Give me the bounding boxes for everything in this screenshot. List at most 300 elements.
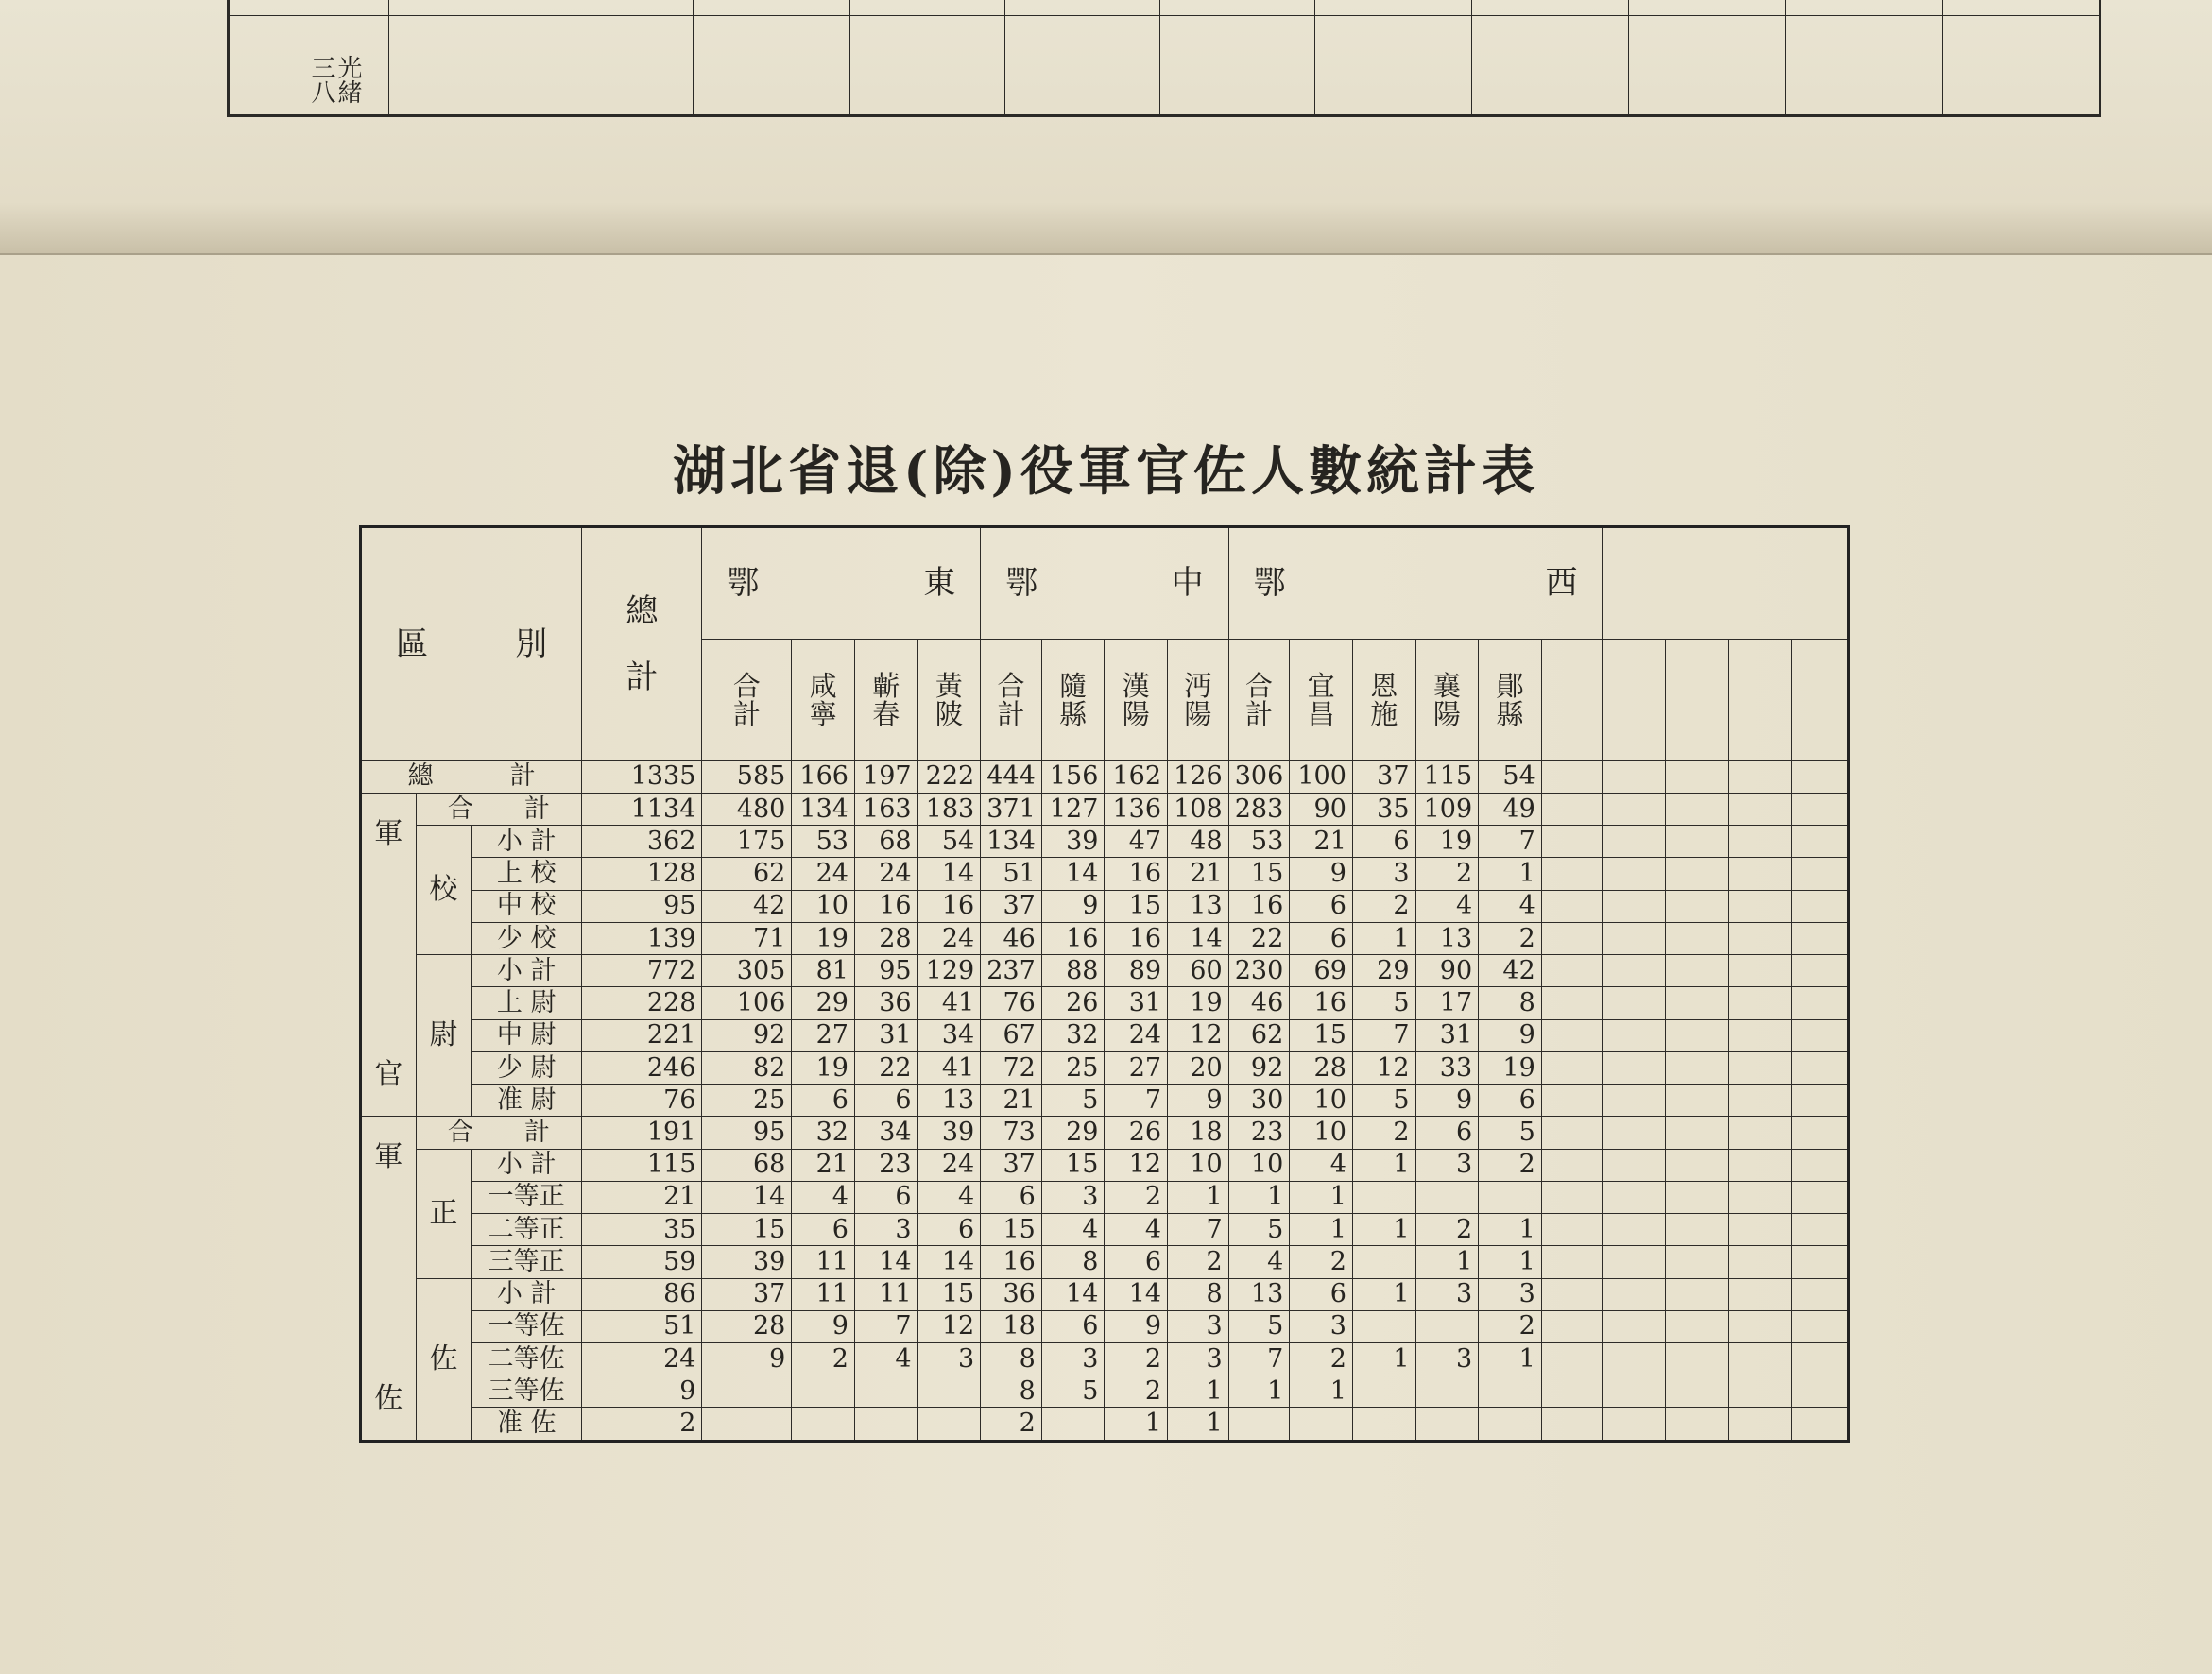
staff-group: 軍 佐: [361, 1117, 417, 1442]
table-cell: 3: [854, 1214, 917, 1246]
blank-cell: [1792, 794, 1849, 826]
subcol-header-east-3: 黃 陂: [917, 639, 981, 760]
subcol-header-central-2: 漢 陽: [1105, 639, 1168, 760]
table-cell: 136: [1105, 794, 1168, 826]
table-cell: 24: [1105, 1019, 1168, 1051]
table-cell: 24: [917, 922, 981, 954]
subcol-header-east-2: 蘄 春: [854, 639, 917, 760]
table-cell: 6: [1290, 890, 1353, 922]
table-cell: 23: [854, 1149, 917, 1181]
table-cell: 34: [854, 1117, 917, 1149]
region-header-central: 鄂 中: [981, 527, 1228, 640]
table-cell: 166: [792, 760, 855, 793]
table-cell: 5: [1228, 1214, 1290, 1246]
table-cell: 2: [1105, 1375, 1168, 1408]
table-cell: 129: [917, 955, 981, 987]
lieutenant-group: 尉: [416, 955, 472, 1117]
table-cell: [702, 1408, 792, 1442]
table-cell: 18: [981, 1310, 1042, 1342]
blank-cell: [1728, 1408, 1792, 1442]
table-cell: 1: [1168, 1181, 1229, 1213]
row-label: 小 計: [472, 955, 582, 987]
blank-cell: [1792, 1181, 1849, 1213]
blank-cell: [1541, 1343, 1603, 1375]
blank-cell: [1603, 1117, 1666, 1149]
blank-cell: [1541, 1085, 1603, 1117]
table-cell: 12: [917, 1310, 981, 1342]
table-cell: 21: [1290, 826, 1353, 858]
row-label: 小 計: [472, 1278, 582, 1310]
blank-cell: [1792, 1343, 1849, 1375]
blank-cell: [1728, 1181, 1792, 1213]
region-header-east: 鄂 東: [702, 527, 981, 640]
blank-cell: [1666, 826, 1729, 858]
table-cell: 8: [981, 1343, 1042, 1375]
table-cell: 4: [917, 1181, 981, 1213]
table-cell: 31: [854, 1019, 917, 1051]
table-cell: 90: [1290, 794, 1353, 826]
table-cell: 3: [1415, 1149, 1479, 1181]
table-cell: 134: [981, 826, 1042, 858]
table-cell: 16: [1105, 858, 1168, 890]
table-cell: 37: [981, 890, 1042, 922]
table-cell: 8: [1041, 1246, 1105, 1278]
table-cell: [792, 1408, 855, 1442]
blank-cell: [1792, 1214, 1849, 1246]
table-cell: 5: [1479, 1117, 1542, 1149]
table-cell: 72: [981, 1051, 1042, 1084]
blank-cell: [1728, 1278, 1792, 1310]
table-cell: 37: [1352, 760, 1415, 793]
blank-cell: [1541, 1117, 1603, 1149]
table-cell: 22: [1228, 922, 1290, 954]
subcol-header-west-1: 宜 昌: [1290, 639, 1353, 760]
table-cell: 69: [1290, 955, 1353, 987]
table-cell: 95: [702, 1117, 792, 1149]
table-cell: 9: [1415, 1085, 1479, 1117]
table-cell: 2: [1479, 922, 1542, 954]
table-cell: 237: [981, 955, 1042, 987]
table-cell: 2: [1415, 858, 1479, 890]
table-row: [361, 1310, 1849, 1342]
table-cell: 10: [1228, 1149, 1290, 1181]
table-cell: 54: [917, 826, 981, 858]
table-cell: 221: [582, 1019, 702, 1051]
table-cell: 39: [1041, 826, 1105, 858]
table-cell: 6: [1041, 1310, 1105, 1342]
table-cell: 108: [1168, 794, 1229, 826]
table-cell: 5: [1352, 987, 1415, 1019]
table-cell: 10: [792, 890, 855, 922]
table-cell: 5: [1228, 1310, 1290, 1342]
table-cell: 19: [1479, 1051, 1542, 1084]
table-cell: 21: [1168, 858, 1229, 890]
table-row: [361, 955, 1849, 987]
blank-cell: [1728, 987, 1792, 1019]
table-cell: 46: [981, 922, 1042, 954]
table-cell: 2: [981, 1408, 1042, 1442]
table-cell: 2: [582, 1408, 702, 1442]
table-cell: 73: [981, 1117, 1042, 1149]
blank-cell: [1792, 858, 1849, 890]
table-cell: 1: [1168, 1408, 1229, 1442]
table-cell: 4: [1290, 1149, 1353, 1181]
table-cell: 14: [702, 1181, 792, 1213]
table-cell: 24: [854, 858, 917, 890]
subcol-header-west-0: 合 計: [1228, 639, 1290, 760]
subcol-header-central-0: 合 計: [981, 639, 1042, 760]
blank-cell: [1666, 1214, 1729, 1246]
blank-cell: [1603, 1343, 1666, 1375]
table-cell: 5: [1041, 1085, 1105, 1117]
table-cell: 1: [1290, 1214, 1353, 1246]
blank-cell: [1666, 858, 1729, 890]
table-cell: 3: [1041, 1343, 1105, 1375]
blank-cell: [1728, 1149, 1792, 1181]
blank-cell: [1792, 1085, 1849, 1117]
table-cell: 14: [1041, 1278, 1105, 1310]
blank-subcol: [1541, 639, 1603, 760]
table-cell: 12: [1352, 1051, 1415, 1084]
table-cell: 4: [1105, 1214, 1168, 1246]
blank-cell: [1541, 1149, 1603, 1181]
blank-cell: [1603, 1085, 1666, 1117]
statistics-table: [359, 525, 1850, 1443]
table-cell: 19: [1415, 826, 1479, 858]
blank-cell: [1666, 1375, 1729, 1408]
row-label: 上 尉: [472, 987, 582, 1019]
table-cell: 13: [917, 1085, 981, 1117]
blank-cell: [1792, 1019, 1849, 1051]
officer-group: 軍 官: [361, 794, 417, 1117]
table-cell: 25: [702, 1085, 792, 1117]
table-cell: 4: [854, 1343, 917, 1375]
table-cell: 16: [1105, 922, 1168, 954]
table-cell: 36: [981, 1278, 1042, 1310]
table-cell: 3: [1352, 858, 1415, 890]
table-cell: 41: [917, 987, 981, 1019]
officer-total-label: 合 計: [416, 794, 582, 826]
table-cell: 2: [1479, 1310, 1542, 1342]
table-cell: [1352, 1310, 1415, 1342]
table-cell: 14: [1041, 858, 1105, 890]
table-cell: [1479, 1375, 1542, 1408]
blank-cell: [1541, 1019, 1603, 1051]
table-cell: 6: [854, 1181, 917, 1213]
table-cell: 4: [1041, 1214, 1105, 1246]
blank-subcol: [1666, 639, 1729, 760]
table-cell: 6: [1105, 1246, 1168, 1278]
facing-page-grid: [227, 0, 2101, 117]
blank-cell: [1666, 922, 1729, 954]
table-cell: 1134: [582, 794, 702, 826]
table-cell: 32: [1041, 1019, 1105, 1051]
table-cell: 126: [1168, 760, 1229, 793]
table-cell: 772: [582, 955, 702, 987]
blank-cell: [1603, 1149, 1666, 1181]
table-cell: 6: [792, 1214, 855, 1246]
table-cell: 16: [1041, 922, 1105, 954]
table-cell: [854, 1375, 917, 1408]
subcol-header-west-3: 襄 陽: [1415, 639, 1479, 760]
table-cell: [854, 1408, 917, 1442]
table-cell: 21: [981, 1085, 1042, 1117]
facing-page-row-label: 光緒三八: [307, 55, 362, 104]
subcol-header-central-3: 沔 陽: [1168, 639, 1229, 760]
blank-cell: [1603, 1278, 1666, 1310]
row-label: 准 佐: [472, 1408, 582, 1442]
table-cell: 16: [1228, 890, 1290, 922]
table-cell: 7: [1479, 826, 1542, 858]
grand-total-header: 總 計: [582, 527, 702, 761]
table-cell: 162: [1105, 760, 1168, 793]
blank-cell: [1541, 760, 1603, 793]
colonel-group: 校: [416, 826, 472, 955]
row-label: 少 尉: [472, 1051, 582, 1084]
table-cell: 115: [1415, 760, 1479, 793]
blank-cell: [1728, 794, 1792, 826]
table-cell: 156: [1041, 760, 1105, 793]
table-cell: 14: [1105, 1278, 1168, 1310]
blank-cell: [1541, 1181, 1603, 1213]
table-cell: 10: [1290, 1117, 1353, 1149]
table-cell: 19: [792, 922, 855, 954]
table-cell: 306: [1228, 760, 1290, 793]
table-cell: 1: [1352, 1149, 1415, 1181]
blank-cell: [1541, 794, 1603, 826]
table-cell: 15: [1290, 1019, 1353, 1051]
table-cell: 6: [1479, 1085, 1542, 1117]
table-cell: 1: [1352, 1278, 1415, 1310]
table-cell: 92: [1228, 1051, 1290, 1084]
table-cell: 9: [702, 1343, 792, 1375]
table-cell: [1290, 1408, 1353, 1442]
staff-total-label: 合 計: [416, 1117, 582, 1149]
blank-subcol: [1792, 639, 1849, 760]
table-cell: 2: [1290, 1246, 1353, 1278]
table-cell: [1352, 1408, 1415, 1442]
facing-page: [0, 0, 2212, 255]
table-cell: 1: [1290, 1181, 1353, 1213]
blank-cell: [1541, 987, 1603, 1019]
table-cell: 6: [1290, 922, 1353, 954]
table-row: [361, 1408, 1849, 1442]
subcol-header-east-1: 咸 寧: [792, 639, 855, 760]
zuo-group: 佐: [416, 1278, 472, 1441]
table-cell: 28: [854, 922, 917, 954]
table-cell: 2: [1168, 1246, 1229, 1278]
table-cell: 35: [582, 1214, 702, 1246]
grand-total-label: 總 計: [361, 760, 582, 793]
table-cell: 6: [854, 1085, 917, 1117]
row-label: 少 校: [472, 922, 582, 954]
table-cell: [917, 1408, 981, 1442]
table-cell: 90: [1415, 955, 1479, 987]
table-cell: 26: [1105, 1117, 1168, 1149]
table-cell: 9: [1479, 1019, 1542, 1051]
table-cell: 18: [1168, 1117, 1229, 1149]
table-cell: 197: [854, 760, 917, 793]
table-cell: 11: [792, 1246, 855, 1278]
table-cell: 1: [1105, 1408, 1168, 1442]
table-cell: 6: [981, 1181, 1042, 1213]
table-cell: 16: [1290, 987, 1353, 1019]
table-cell: 62: [1228, 1019, 1290, 1051]
table-row: [361, 760, 1849, 793]
blank-cell: [1666, 1343, 1729, 1375]
subcol-header-central-1: 隨 縣: [1041, 639, 1105, 760]
table-cell: 76: [582, 1085, 702, 1117]
blank-cell: [1666, 1117, 1729, 1149]
table-cell: 1: [1352, 1214, 1415, 1246]
blank-cell: [1603, 1181, 1666, 1213]
blank-cell: [1603, 1246, 1666, 1278]
blank-cell: [1603, 1310, 1666, 1342]
blank-cell: [1541, 858, 1603, 890]
blank-cell: [1541, 1408, 1603, 1442]
table-cell: 1: [1228, 1181, 1290, 1213]
table-cell: 11: [792, 1278, 855, 1310]
blank-cell: [1541, 1375, 1603, 1408]
table-row: [361, 1214, 1849, 1246]
table-cell: 71: [702, 922, 792, 954]
table-cell: 1: [1479, 1246, 1542, 1278]
table-cell: 8: [981, 1375, 1042, 1408]
table-cell: 16: [854, 890, 917, 922]
table-cell: 9: [1041, 890, 1105, 922]
table-cell: 115: [582, 1149, 702, 1181]
table-cell: 222: [917, 760, 981, 793]
table-cell: 7: [1352, 1019, 1415, 1051]
table-cell: 9: [792, 1310, 855, 1342]
table-cell: 92: [702, 1019, 792, 1051]
table-row: [361, 826, 1849, 858]
table-cell: 41: [917, 1051, 981, 1084]
table-cell: 15: [1228, 858, 1290, 890]
blank-cell: [1541, 1246, 1603, 1278]
table-cell: 585: [702, 760, 792, 793]
zheng-group: 正: [416, 1149, 472, 1278]
blank-cell: [1728, 1214, 1792, 1246]
table-cell: 29: [792, 987, 855, 1019]
blank-cell: [1728, 1343, 1792, 1375]
table-cell: 3: [1415, 1278, 1479, 1310]
blank-cell: [1541, 1214, 1603, 1246]
table-cell: 3: [1290, 1310, 1353, 1342]
blank-cell: [1603, 826, 1666, 858]
blank-cell: [1792, 1246, 1849, 1278]
table-cell: 26: [1041, 987, 1105, 1019]
blank-cell: [1666, 1019, 1729, 1051]
table-cell: 1: [1228, 1375, 1290, 1408]
table-cell: [1415, 1310, 1479, 1342]
table-row: [361, 858, 1849, 890]
table-cell: 1: [1479, 858, 1542, 890]
blank-cell: [1603, 922, 1666, 954]
table-cell: 3: [1168, 1310, 1229, 1342]
blank-cell: [1603, 1019, 1666, 1051]
table-cell: [1479, 1181, 1542, 1213]
blank-cell: [1603, 890, 1666, 922]
table-cell: 13: [1168, 890, 1229, 922]
table-cell: 32: [792, 1117, 855, 1149]
blank-cell: [1792, 1408, 1849, 1442]
blank-cell: [1792, 987, 1849, 1019]
subcol-header-west-2: 恩 施: [1352, 639, 1415, 760]
blank-cell: [1541, 1278, 1603, 1310]
table-cell: 14: [854, 1246, 917, 1278]
blank-cell: [1728, 1051, 1792, 1084]
blank-cell: [1603, 794, 1666, 826]
blank-cell: [1728, 922, 1792, 954]
table-cell: [1041, 1408, 1105, 1442]
blank-cell: [1541, 1310, 1603, 1342]
table-cell: [702, 1375, 792, 1408]
blank-cell: [1666, 1278, 1729, 1310]
table-cell: 19: [792, 1051, 855, 1084]
table-cell: 23: [1228, 1117, 1290, 1149]
table-cell: 9: [582, 1375, 702, 1408]
table-cell: [1415, 1181, 1479, 1213]
table-cell: 42: [1479, 955, 1542, 987]
blank-cell: [1792, 890, 1849, 922]
table-cell: 100: [1290, 760, 1353, 793]
table-cell: 30: [1228, 1085, 1290, 1117]
table-cell: 35: [1352, 794, 1415, 826]
table-cell: 9: [1168, 1085, 1229, 1117]
table-row: [361, 1343, 1849, 1375]
table-cell: 13: [1228, 1278, 1290, 1310]
table-cell: 21: [582, 1181, 702, 1213]
table-cell: 191: [582, 1117, 702, 1149]
table-cell: 9: [1105, 1310, 1168, 1342]
table-cell: 53: [1228, 826, 1290, 858]
table-cell: 88: [1041, 955, 1105, 987]
blank-cell: [1792, 1375, 1849, 1408]
table-cell: 28: [1290, 1051, 1353, 1084]
table-cell: 2: [1352, 1117, 1415, 1149]
blank-cell: [1603, 858, 1666, 890]
table-cell: 33: [1415, 1051, 1479, 1084]
blank-cell: [1792, 760, 1849, 793]
table-cell: 4: [1228, 1246, 1290, 1278]
table-row: [361, 1051, 1849, 1084]
row-label: 准 尉: [472, 1085, 582, 1117]
table-cell: 1: [1479, 1343, 1542, 1375]
table-cell: [1415, 1375, 1479, 1408]
table-cell: 4: [1479, 890, 1542, 922]
table-cell: 95: [582, 890, 702, 922]
blank-cell: [1666, 1051, 1729, 1084]
blank-cell: [1792, 1149, 1849, 1181]
table-cell: 6: [1415, 1117, 1479, 1149]
table-cell: 48: [1168, 826, 1229, 858]
table-cell: 27: [1105, 1051, 1168, 1084]
table-cell: 89: [1105, 955, 1168, 987]
table-cell: 371: [981, 794, 1042, 826]
table-cell: 3: [1041, 1181, 1105, 1213]
table-cell: [1228, 1408, 1290, 1442]
blank-cell: [1666, 955, 1729, 987]
table-cell: 59: [582, 1246, 702, 1278]
blank-cell: [1666, 1085, 1729, 1117]
table-cell: 1: [1352, 1343, 1415, 1375]
table-cell: 10: [1290, 1085, 1353, 1117]
table-cell: 109: [1415, 794, 1479, 826]
table-cell: 67: [981, 1019, 1042, 1051]
blank-cell: [1541, 1051, 1603, 1084]
blank-cell: [1792, 1117, 1849, 1149]
